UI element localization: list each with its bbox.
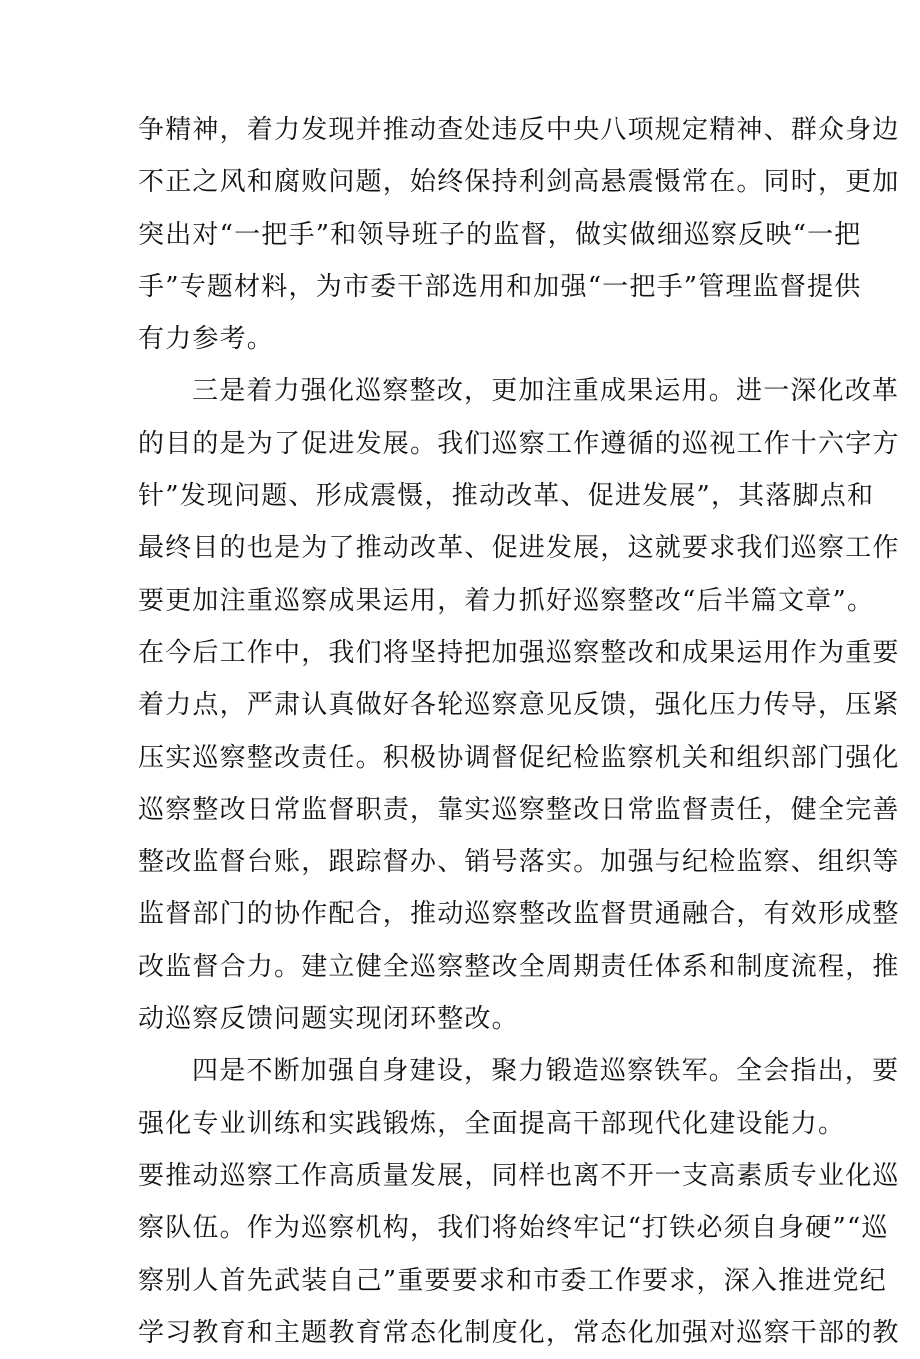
document-body (138, 104, 900, 1359)
text-line: 监督部门的协作配合，推动巡察整改监督贯通融合，有效形成整 (138, 899, 900, 930)
text-line: 察队伍。作为巡察机构，我们将始终牢记“打铁必须自身硬”“巡 (138, 1213, 889, 1244)
text-line: 手”专题材料，为市委干部选用和加强“一把手”管理监督提供 (138, 271, 862, 302)
text-line: 突出对“一把手”和领导班子的监督，做实做细巡察反映“一把 (138, 219, 862, 250)
text-line: 巡察整改日常监督职责，靠实巡察整改日常监督责任，健全完善 (138, 794, 900, 825)
text-line: 的目的是为了促进发展。我们巡察工作遵循的巡视工作十六字方 (138, 428, 900, 459)
text-line: 要更加注重巡察成果运用，着力抓好巡察整改“后半篇文章”。 (138, 585, 875, 616)
text-line: 在今后工作中，我们将坚持把加强巡察整改和成果运用作为重要 (138, 637, 900, 668)
text-line: 压实巡察整改责任。积极协调督促纪检监察机关和组织部门强化 (138, 742, 900, 773)
text-line: 有力参考。 (138, 324, 275, 355)
text-line: 动巡察反馈问题实现闭环整改。 (138, 1004, 519, 1035)
text-line: 最终目的也是为了推动改革、促进发展，这就要求我们巡察工作 (138, 533, 900, 564)
text-line: 要推动巡察工作高质量发展，同样也离不开一支高素质专业化巡 (138, 1160, 900, 1191)
text-line: 着力点，严肃认真做好各轮巡察意见反馈，强化压力传导，压紧 (138, 690, 900, 721)
paragraph-start-line: 三是着力强化巡察整改，更加注重成果运用。进一深化改革 (192, 376, 900, 407)
text-line: 针”发现问题、形成震慑，推动改革、促进发展”，其落脚点和 (138, 481, 875, 512)
text-line: 学习教育和主题教育常态化制度化，常态化加强对巡察干部的教 (138, 1317, 900, 1348)
text-line: 强化专业训练和实践锻炼，全面提高干部现代化建设能力。 (138, 1108, 846, 1139)
text-line: 察别人首先武装自己”重要要求和市委工作要求，深入推进党纪 (138, 1265, 887, 1296)
text-line: 不正之风和腐败问题，始终保持利剑高悬震慑常在。同时，更加 (138, 167, 900, 198)
text-line: 整改监督台账，跟踪督办、销号落实。加强与纪检监察、组织等 (138, 847, 900, 878)
text-line: 争精神，着力发现并推动查处违反中央八项规定精神、群众身边 (138, 115, 900, 145)
paragraph-start-line: 四是不断加强自身建设，聚力锻造巡察铁军。全会指出，要 (192, 1056, 900, 1087)
text-line: 改监督合力。建立健全巡察整改全周期责任体系和制度流程，推 (138, 951, 900, 982)
